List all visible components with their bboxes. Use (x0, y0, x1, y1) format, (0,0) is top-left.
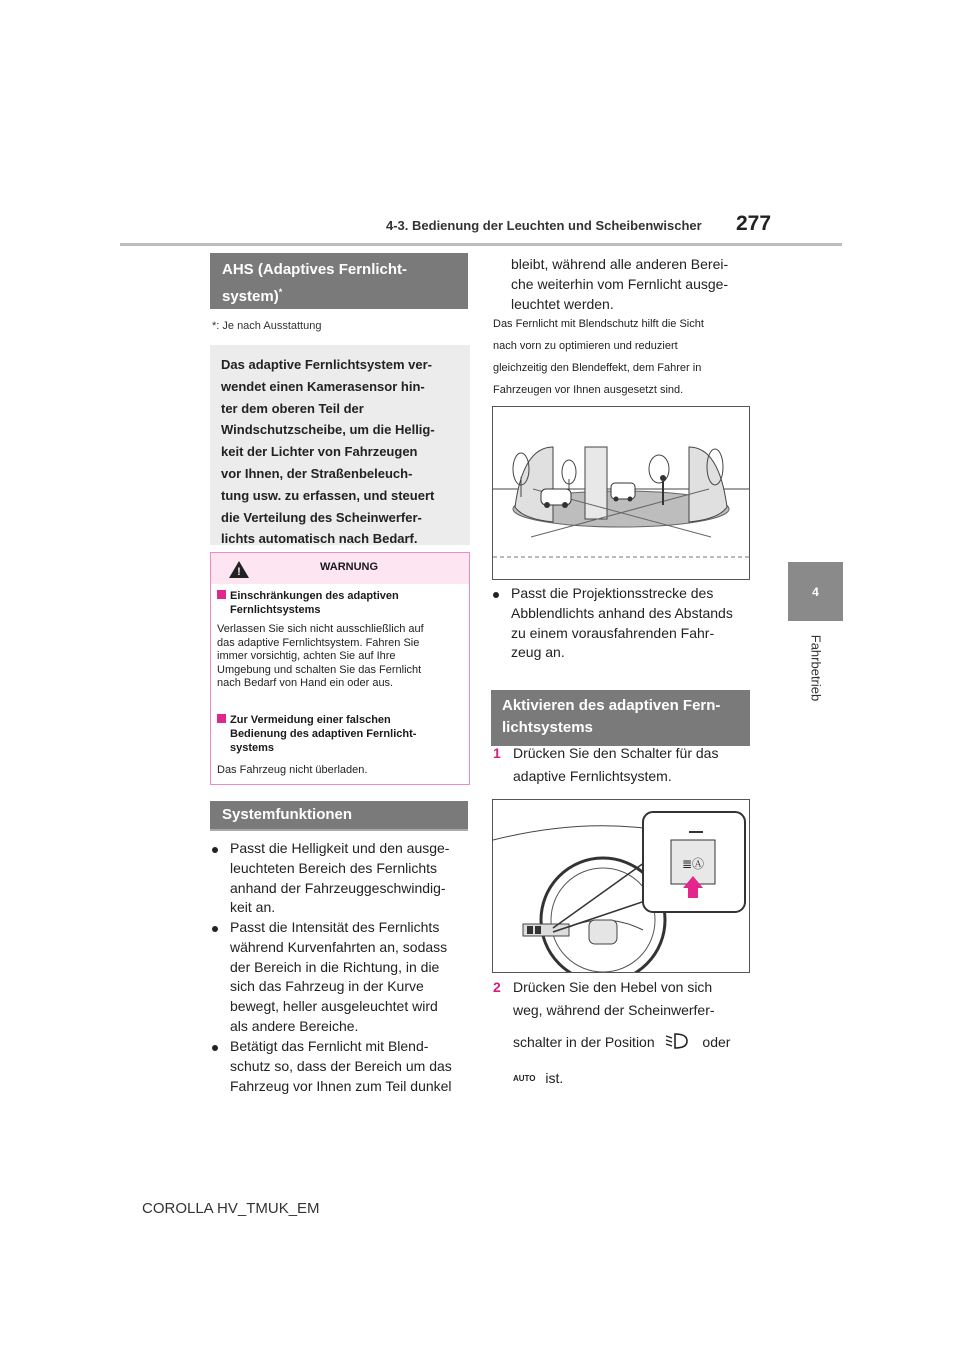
ahs-heading-line2: system) (222, 288, 279, 305)
step-number: 2 (493, 979, 501, 995)
document-id: COROLLA HV_TMUK_EM (142, 1200, 320, 1217)
warning-heading-line: Zur Vermeidung einer falschen (230, 714, 391, 726)
chapter-tab (788, 562, 843, 621)
ahs-heading (210, 253, 468, 309)
high-beam-illustration (492, 406, 750, 580)
dashboard-icon (493, 800, 749, 972)
switch-location-illustration (492, 799, 750, 973)
bullet-line: zeug an. (511, 644, 565, 661)
note-paragraph (493, 313, 755, 401)
bullet-line: der Bereich in die Richtung, in die (230, 958, 440, 975)
bullet-line: leuchtet werden. (511, 295, 614, 312)
footnote: *: Je nach Ausstattung (212, 320, 322, 332)
ahs-footnote-marker: * (278, 287, 283, 297)
bullet-line: Passt die Helligkeit und den ausge- (230, 840, 450, 856)
warning-heading-line: Einschränkungen des adaptiven (230, 590, 399, 602)
pink-square-icon (217, 590, 226, 599)
bullet-line: bleibt, während alle anderen Berei- (511, 256, 729, 272)
bullet-line: keit an. (230, 899, 276, 916)
bullet-dot-icon (212, 1045, 218, 1051)
bullet-line: als andere Bereiche. (230, 1017, 359, 1034)
bullet-line: Passt die Intensität des Fernlichts (230, 919, 440, 935)
warning-body-line: Umgebung und schalten Sie das Fernlicht (217, 663, 422, 676)
list-item (212, 1037, 472, 1096)
intro-line: wendet einen Kamerasensor hin- (221, 378, 425, 394)
bullet-line: Passt die Projektionsstrecke des (511, 585, 714, 601)
note-line: gleichzeitig den Blendeffekt, dem Fahrer in (493, 362, 702, 374)
step-text: schalter in der Position (513, 1034, 655, 1050)
low-beam-headlight-icon (663, 1031, 695, 1051)
chapter-number: 4 (812, 584, 819, 599)
intro-box (210, 345, 470, 545)
bullet-line: Fahrzeug vor Ihnen zum Teil dunkel (230, 1077, 452, 1094)
intro-line: die Verteilung des Scheinwerfer- (221, 509, 422, 525)
warning-body-line: immer vorsichtig, achten Sie auf Ihre (217, 650, 396, 662)
intro-line: lichts automatisch nach Bedarf. (221, 531, 418, 547)
system-functions-heading: Systemfunktionen (210, 801, 468, 831)
bullet-line: zu einem vorausfahrenden Fahr- (511, 624, 715, 641)
activate-heading (491, 690, 750, 746)
page-number: 277 (736, 212, 772, 235)
warning-section-body (217, 623, 463, 691)
bullet-dot-icon (212, 847, 218, 853)
step-line: adaptive Fernlichtsystem. (513, 768, 672, 784)
warning-heading-line: systems (230, 742, 275, 754)
warning-header (211, 553, 469, 584)
warning-box (210, 552, 470, 785)
activate-heading-line1: Aktivieren des adaptiven Fern- (502, 697, 721, 714)
intro-line: Das adaptive Fernlichtsystem ver- (221, 357, 432, 372)
bullet-line: leuchteten Bereich des Fernlichts (230, 859, 437, 876)
note-line: Das Fernlicht mit Blendschutz hilft die Sicht (493, 318, 704, 330)
step-text: ist. (545, 1070, 564, 1086)
note-line: nach vorn zu optimieren und reduziert (493, 340, 678, 352)
chapter-label: Fahrbetrieb (808, 634, 823, 702)
warning-section-heading (217, 589, 461, 617)
warning-title: WARNUNG (319, 561, 379, 573)
intro-line: tung usw. zu erfassen, und steuert (221, 487, 435, 503)
bullet-line: che weiterhin vom Fernlicht ausge- (511, 275, 729, 292)
exclamation-icon: ! (237, 566, 241, 578)
road-scene-icon (493, 407, 749, 579)
warning-body-line: nach Bedarf von Hand ein oder aus. (217, 677, 394, 689)
list-item (493, 584, 755, 663)
bullet-line: bewegt, heller ausgeleuchtet wird (230, 998, 438, 1015)
step-line: Drücken Sie den Schalter für das (513, 745, 719, 761)
warning-body-line: Verlassen Sie sich nicht ausschließlich auf (217, 623, 424, 635)
list-item (212, 918, 472, 1037)
bullet-line: anhand der Fahrzeuggeschwindig- (230, 879, 446, 896)
intro-line: Windschutzscheibe, um die Hellig- (221, 422, 435, 438)
pink-square-icon (217, 714, 226, 723)
bullet-line: während Kurvenfahrten an, sodass (230, 938, 448, 955)
intro-line: keit der Lichter von Fahrzeugen (221, 444, 418, 460)
note-line: Fahrzeugen vor Ihnen ausgesetzt sind. (493, 384, 684, 396)
step-number: 1 (493, 745, 501, 761)
bullet-line: Abblendlichts anhand des Abstands (511, 604, 733, 621)
step-text: oder (702, 1034, 731, 1050)
bullet-continuation (493, 255, 755, 314)
svg-text:≣Ⓐ: ≣Ⓐ (681, 857, 705, 871)
bullet-line: schutz so, dass der Bereich um das (230, 1057, 452, 1074)
warning-heading-line: Fernlichtsystems (230, 604, 321, 616)
ahs-heading-line1: AHS (Adaptives Fernlicht- (222, 261, 408, 278)
list-item (212, 839, 472, 918)
bullet-dot-icon (212, 926, 218, 932)
warning-heading-line: Bedienung des adaptiven Fernlicht- (230, 728, 417, 740)
section-title: 4-3. Bedienung der Leuchten und Scheibenwischer (386, 218, 702, 233)
warning-body-line: das adaptive Fernlichtsystem. Fahren Sie (217, 636, 420, 649)
bullet-line: sich das Fahrzeug in der Kurve (230, 978, 424, 995)
activate-heading-line2: lichtsystems (502, 719, 593, 736)
bullet-line: Betätigt das Fernlicht mit Blend- (230, 1038, 429, 1054)
step-line (513, 1067, 755, 1090)
chapter-label-container (788, 628, 843, 708)
step-1 (493, 742, 755, 788)
step-line (513, 1031, 755, 1054)
warning-section-body (217, 764, 463, 778)
header-divider (120, 243, 842, 246)
step-line: Drücken Sie den Hebel von sich (513, 979, 713, 995)
bullet-dot-icon (493, 592, 499, 598)
intro-line: vor Ihnen, der Straßenbeleuch- (221, 465, 413, 481)
auto-icon: AUTO (513, 1074, 536, 1083)
warning-body-line: Das Fahrzeug nicht überladen. (217, 764, 368, 776)
warning-section-heading (217, 713, 461, 755)
step-line: weg, während der Scheinwerfer- (513, 1002, 715, 1018)
intro-line: ter dem oberen Teil der (221, 400, 364, 416)
step-2 (493, 976, 755, 1090)
